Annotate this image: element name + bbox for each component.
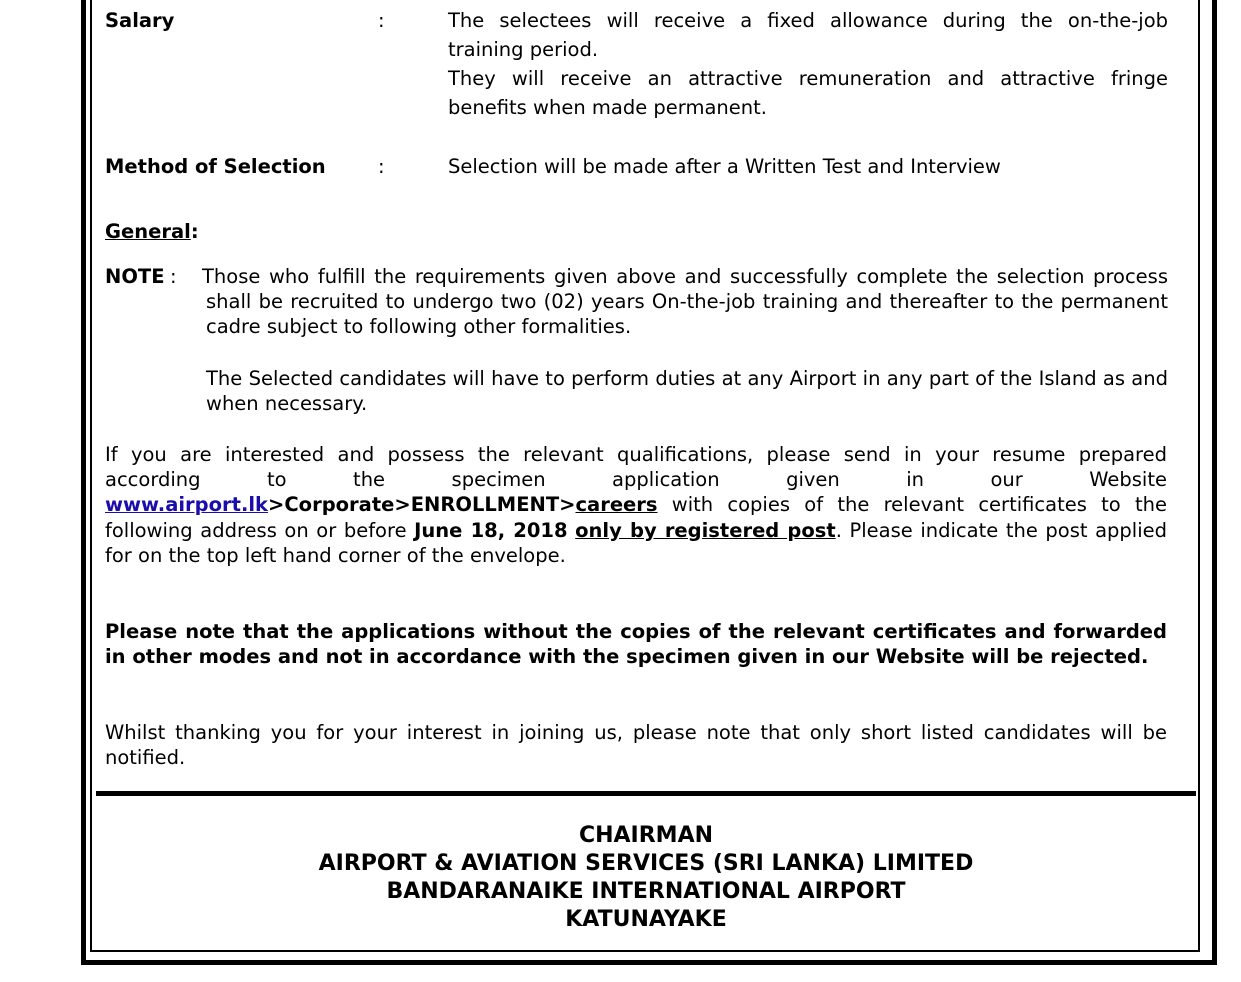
footer-title: CHAIRMAN: [578, 823, 714, 848]
apply-end: . Please indicate the post applied for on the top left hand corner of the envelope.: [105, 518, 1168, 567]
apply-space: [568, 519, 576, 542]
footer-airport: BANDARANAIKE INTERNATIONAL AIRPORT: [386, 879, 906, 904]
note-paragraph-1: Those who fulfill the requirements given above and successfully complete the selection process shall be recruited to undergo two (02) years On-the-job training and thereafter to the permanent cadre subject to following other formalities.: [202, 265, 1168, 339]
salary-colon: :: [378, 9, 385, 32]
selection-label: Method of Selection: [105, 155, 326, 178]
signature-block: [96, 822, 1196, 934]
footer-location: KATUNAYAKE: [565, 907, 727, 932]
registered-post: only by registered post: [575, 518, 836, 542]
general-heading-text: General: [105, 220, 191, 243]
section-divider: [96, 791, 1196, 796]
closing-date: June 18, 2018: [414, 518, 568, 542]
general-heading-suffix: :: [190, 220, 199, 243]
salary-label: Salary: [105, 9, 175, 32]
website-link[interactable]: www.airport.lk: [105, 493, 269, 517]
apply-path: >Corporate>ENROLLMENT>: [268, 493, 576, 517]
thanks-note: Whilst thanking you for your interest in joining us, please note that only short listed candidates will be notified.: [105, 721, 1167, 770]
rejection-warning: Please note that the applications without the copies of the relevant certificates and forwarded in other modes and not in accordance with the specimen given in our Website will be rejected.: [105, 620, 1167, 669]
careers-link[interactable]: careers: [575, 493, 658, 517]
salary-line-1: The selectees will receive a fixed allowance during the on-the-job training period.: [448, 9, 1168, 61]
note-colon: :: [170, 265, 177, 288]
apply-intro: If you are interested and possess the relevant qualifications, please send in your resume prepared according to the specimen application given in our Website: [105, 443, 1167, 492]
footer-organization: AIRPORT & AVIATION SERVICES (SRI LANKA) LIMITED: [318, 851, 974, 876]
note-label: NOTE: [105, 265, 165, 288]
application-instructions: [105, 442, 1167, 568]
selection-text: Selection will be made after a Written Test and Interview: [448, 155, 1001, 178]
note-paragraph-2: The Selected candidates will have to perform duties at any Airport in any part of the Island as and when necessary.: [206, 367, 1168, 416]
selection-colon: :: [378, 155, 385, 178]
salary-line-2: They will receive an attractive remuneration and attractive fringe benefits when made permanent.: [448, 67, 1168, 119]
salary-text: [448, 6, 1168, 122]
general-heading: [105, 217, 199, 246]
apply-mid: with copies of the relevant certificates to the following address on or before: [105, 493, 1167, 542]
